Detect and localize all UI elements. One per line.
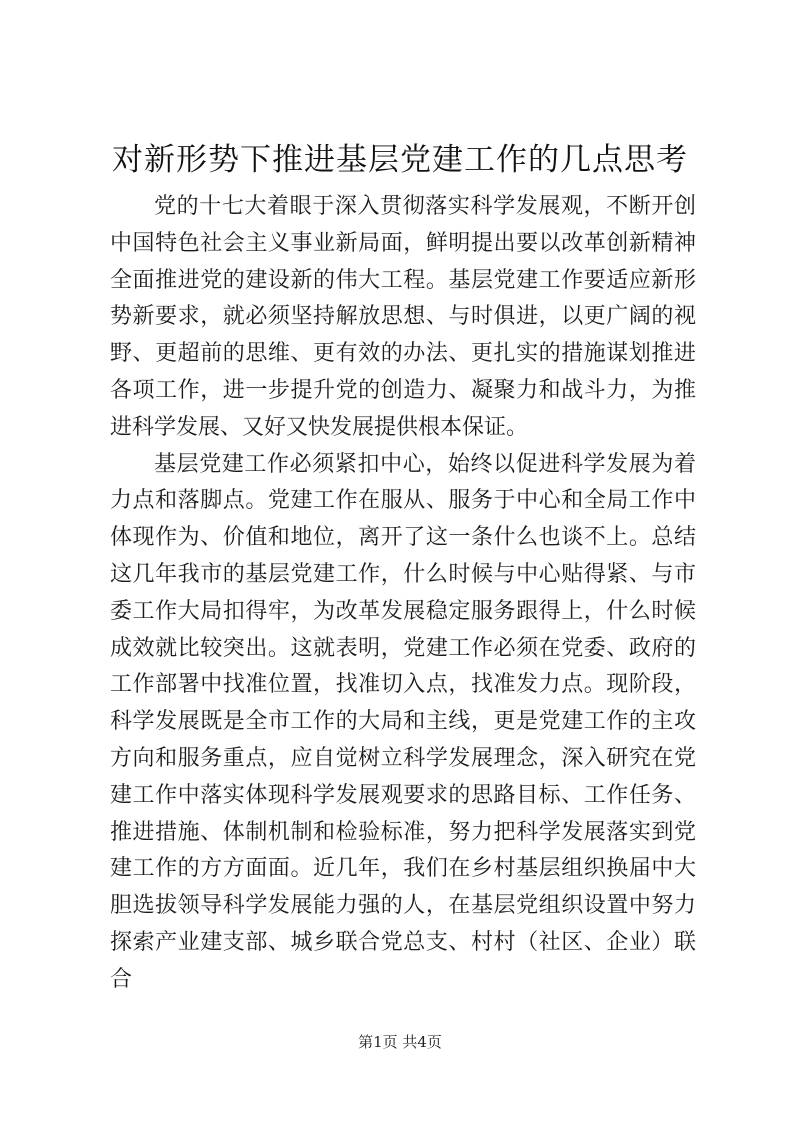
paragraph-2: 基层党建工作必须紧扣中心，始终以促进科学发展为着力点和落脚点。党建工作在服从、服务于中心和全局工作中体现作为、价值和地位，离开了这一条什么也谈不上。总结这几年我市的基层党建工作，什么时候与中心贴得紧、与市委工作大局扣得牢，为改革发展稳定服务跟得上，什么时候成效就比较突出。这就表明，党建工作必须在党委、政府的工作部署中找准位置，找准切入点，找准发力点。现阶段，科学发展既是全市工作的大局和主线，更是党建工作的主攻方向和服务重点，应自觉树立科学发展理念，深入研究在党建工作中落实体现科学发展观要求的思路目标、工作任务、推进措施、体制机制和检验标准，努力把科学发展落实到党建工作的方方面面。近几年，我们在乡村基层组织换届中大胆选拔领导科学发展能力强的人，在基层党组织设置中努力探索产业建支部、城乡联合党总支、村村（社区、企业）联合 <box>110 451 696 992</box>
document-body <box>110 189 696 999</box>
page-number-footer: 第1页 共4页 <box>358 1033 442 1051</box>
document-title: 对新形势下推进基层党建工作的几点思考 <box>112 142 688 178</box>
paragraph-1: 党的十七大着眼于深入贯彻落实科学发展观，不断开创中国特色社会主义事业新局面，鲜明提出要以改革创新精神全面推进党的建设新的伟大工程。基层党建工作要适应新形势新要求，就必须坚持解放思想、与时俱进，以更广阔的视野、更超前的思维、更有效的办法、更扎实的措施谋划推进各项工作，进一步提升党的创造力、凝聚力和战斗力，为推进科学发展、又好又快发展提供根本保证。 <box>110 194 696 440</box>
